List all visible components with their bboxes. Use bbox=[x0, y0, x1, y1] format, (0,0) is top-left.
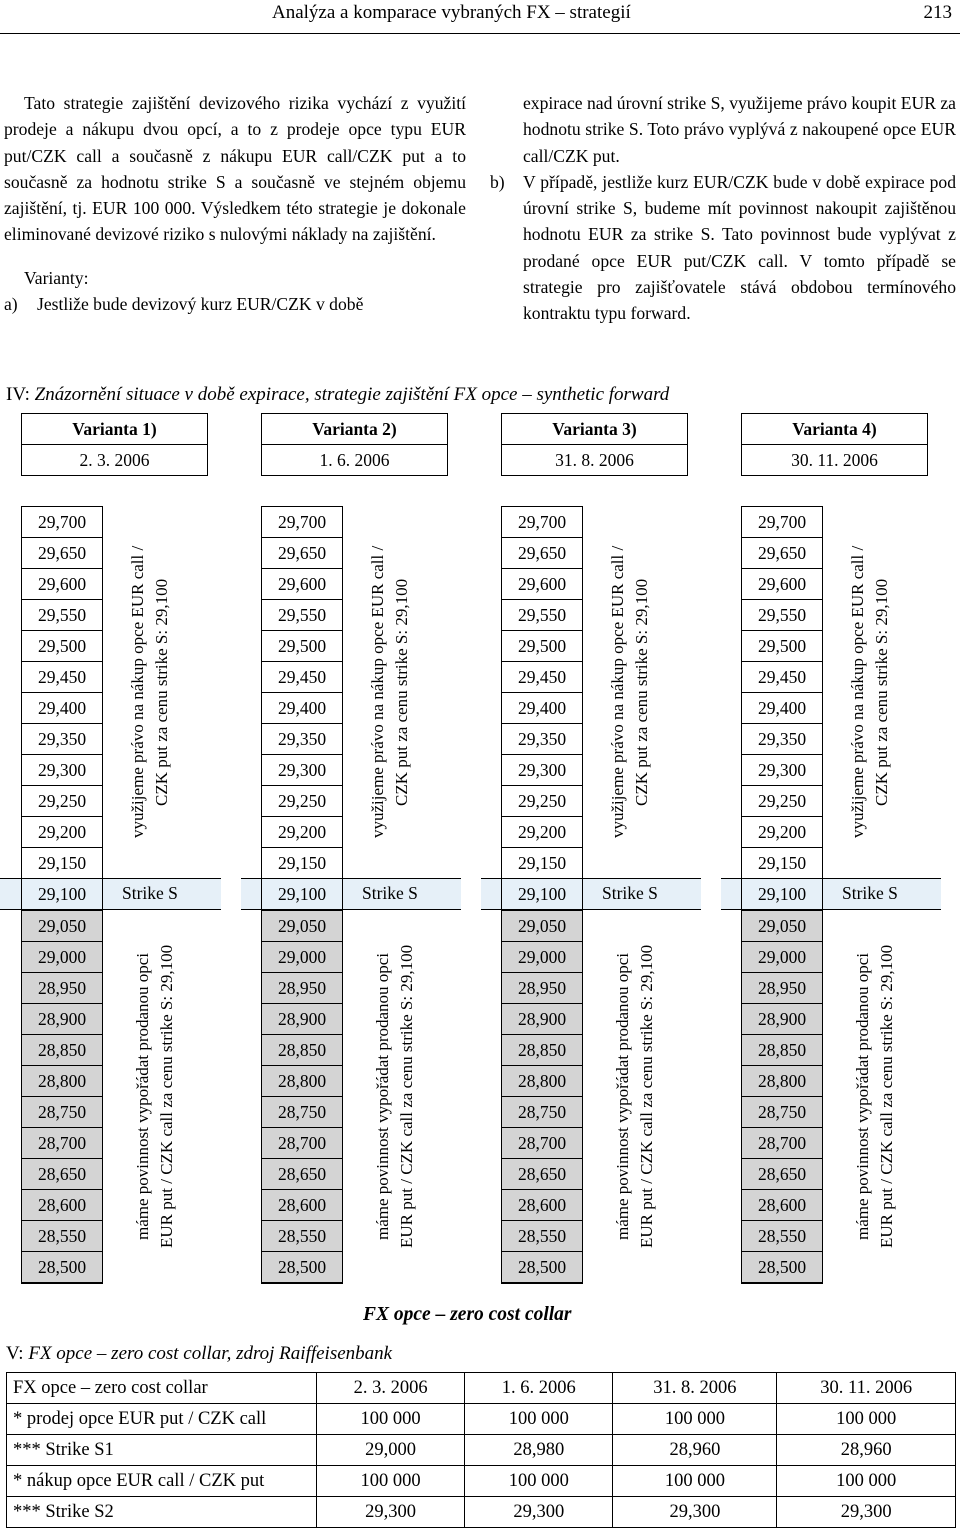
upper-rates-1 bbox=[21, 506, 103, 880]
rate-cell: 29,450 bbox=[22, 662, 102, 693]
rate-cell: 29,250 bbox=[262, 786, 342, 817]
table-cell: 100 000 bbox=[465, 1404, 613, 1435]
rate-cell: 29,050 bbox=[262, 911, 342, 942]
rate-cell: 29,500 bbox=[22, 631, 102, 662]
table-v-caption bbox=[6, 1343, 392, 1365]
table-cell: *** Strike S2 bbox=[7, 1497, 317, 1528]
right-text-column bbox=[490, 90, 956, 327]
rate-cell: 29,700 bbox=[262, 507, 342, 538]
rate-cell: 29,500 bbox=[502, 631, 582, 662]
rate-cell: 29,300 bbox=[262, 755, 342, 786]
table-cell: 100 000 bbox=[317, 1404, 465, 1435]
strike-rate-3 bbox=[501, 878, 583, 911]
rate-cell: 29,000 bbox=[502, 942, 582, 973]
page-number: 213 bbox=[923, 2, 952, 23]
lower-explanation-line2: EUR put / CZK call za cenu strike S: 29,100 bbox=[157, 944, 176, 1248]
rate-cell: 28,500 bbox=[742, 1252, 822, 1283]
rate-cell: 29,600 bbox=[742, 569, 822, 600]
strike-label: Strike S bbox=[842, 883, 898, 903]
upper-explanation-line1: využijeme právo na nákup opce EUR call / bbox=[368, 545, 387, 839]
rate-cell: 28,800 bbox=[502, 1066, 582, 1097]
rate-cell: 29,700 bbox=[742, 507, 822, 538]
rate-cell: 29,600 bbox=[502, 569, 582, 600]
rate-cell: 28,750 bbox=[502, 1097, 582, 1128]
variant-1-date: 2. 3. 2006 bbox=[79, 450, 150, 470]
rate-cell: 29,450 bbox=[502, 662, 582, 693]
rate-cell: 29,250 bbox=[22, 786, 102, 817]
item-a-text: Jestliže bude devizový kurz EUR/CZK v době bbox=[37, 294, 364, 315]
rate-cell: 28,700 bbox=[502, 1128, 582, 1159]
rate-cell: 28,600 bbox=[742, 1190, 822, 1221]
rate-cell: 28,950 bbox=[742, 973, 822, 1004]
rate-cell: 28,600 bbox=[502, 1190, 582, 1221]
rate-cell: 29,450 bbox=[742, 662, 822, 693]
table-v-caption-text: FX opce – zero cost collar, zdroj Raiffeisenbank bbox=[28, 1343, 393, 1364]
rate-cell: 28,550 bbox=[742, 1221, 822, 1252]
page-header bbox=[0, 0, 960, 30]
header-rule bbox=[0, 33, 960, 34]
rate-cell: 28,650 bbox=[502, 1159, 582, 1190]
rate-cell: 29,400 bbox=[262, 693, 342, 724]
table-cell: * prodej opce EUR put / CZK call bbox=[7, 1404, 317, 1435]
table-cell: 29,300 bbox=[465, 1497, 613, 1528]
upper-explanation-line2: CZK put za cenu strike S: 29,100 bbox=[392, 578, 411, 806]
rate-cell: 28,700 bbox=[22, 1128, 102, 1159]
lower-rates-4 bbox=[741, 910, 823, 1284]
rate-cell: 29,650 bbox=[22, 538, 102, 569]
rate-cell: 29,500 bbox=[262, 631, 342, 662]
rate-cell: 29,600 bbox=[262, 569, 342, 600]
table-header-cell: 1. 6. 2006 bbox=[465, 1373, 613, 1404]
lower-explanation-line1: máme povinnost vypořádat prodanou opci bbox=[133, 952, 152, 1240]
rate-cell: 28,950 bbox=[502, 973, 582, 1004]
table-cell: 29,300 bbox=[317, 1497, 465, 1528]
lower-rates-1 bbox=[21, 910, 103, 1284]
variant-1-name: Varianta 1) bbox=[22, 414, 207, 445]
rate-cell: 29,400 bbox=[742, 693, 822, 724]
strike-label: Strike S bbox=[122, 883, 178, 903]
rate-cell: 29,000 bbox=[262, 942, 342, 973]
rate-cell: 28,500 bbox=[262, 1252, 342, 1283]
rate-cell: 28,650 bbox=[262, 1159, 342, 1190]
rate-cell: 29,550 bbox=[262, 600, 342, 631]
rate-cell: 28,950 bbox=[262, 973, 342, 1004]
table-row bbox=[7, 1435, 956, 1466]
table-header-cell: 31. 8. 2006 bbox=[613, 1373, 777, 1404]
rate-cell: 28,750 bbox=[22, 1097, 102, 1128]
rate-cell: 28,600 bbox=[22, 1190, 102, 1221]
lower-rates-2 bbox=[261, 910, 343, 1284]
table-cell: 100 000 bbox=[465, 1466, 613, 1497]
strike-rate-4 bbox=[741, 878, 823, 911]
variant-1-header bbox=[21, 413, 208, 476]
upper-explanation-line2: CZK put za cenu strike S: 29,100 bbox=[632, 578, 651, 806]
rate-cell: 29,700 bbox=[502, 507, 582, 538]
rate-cell: 28,850 bbox=[502, 1035, 582, 1066]
upper-explanation-line2: CZK put za cenu strike S: 29,100 bbox=[152, 578, 171, 806]
lower-explanation-line1: máme povinnost vypořádat prodanou opci bbox=[373, 952, 392, 1240]
rate-cell: 29,400 bbox=[22, 693, 102, 724]
table-cell: *** Strike S1 bbox=[7, 1435, 317, 1466]
rate-cell: 29,200 bbox=[502, 817, 582, 848]
table-header-cell: FX opce – zero cost collar bbox=[7, 1373, 317, 1404]
table-cell: 28,960 bbox=[777, 1435, 956, 1466]
upper-explanation-3 bbox=[606, 510, 654, 874]
table-cell: 29,000 bbox=[317, 1435, 465, 1466]
figure-iv-caption bbox=[6, 384, 669, 406]
table-cell: * nákup opce EUR call / CZK put bbox=[7, 1466, 317, 1497]
rate-cell: 28,900 bbox=[262, 1004, 342, 1035]
rate-cell: 29,650 bbox=[262, 538, 342, 569]
rate-cell: 28,600 bbox=[262, 1190, 342, 1221]
strike-rate-cell: 29,100 bbox=[22, 879, 102, 910]
rate-cell: 29,400 bbox=[502, 693, 582, 724]
rate-cell: 28,850 bbox=[742, 1035, 822, 1066]
rate-cell: 28,550 bbox=[22, 1221, 102, 1252]
table-cell: 100 000 bbox=[613, 1404, 777, 1435]
rate-cell: 29,200 bbox=[262, 817, 342, 848]
upper-explanation-line1: využijeme právo na nákup opce EUR call / bbox=[128, 545, 147, 839]
upper-rates-3 bbox=[501, 506, 583, 880]
rate-cell: 28,700 bbox=[742, 1128, 822, 1159]
item-b bbox=[490, 169, 956, 327]
item-a-continuation-text: expirace nad úrovní strike S, využijeme právo koupit EUR za hodnotu strike S. Toto právo vyplývá z nakoupené opce EUR call/CZK put. bbox=[523, 93, 956, 166]
varianty-label: Varianty: bbox=[24, 267, 89, 288]
rate-cell: 29,000 bbox=[22, 942, 102, 973]
rate-cell: 29,300 bbox=[22, 755, 102, 786]
rate-cell: 28,750 bbox=[262, 1097, 342, 1128]
rate-cell: 28,550 bbox=[502, 1221, 582, 1252]
variant-3-date: 31. 8. 2006 bbox=[555, 450, 634, 470]
table-header-cell: 2. 3. 2006 bbox=[317, 1373, 465, 1404]
table-header-row bbox=[7, 1373, 956, 1404]
rate-cell: 28,550 bbox=[262, 1221, 342, 1252]
lower-explanation-4 bbox=[851, 918, 899, 1274]
rate-cell: 28,900 bbox=[742, 1004, 822, 1035]
strike-rate-2 bbox=[261, 878, 343, 911]
item-b-text: V případě, jestliže kurz EUR/CZK bude v době expirace pod úrovní strike S, budeme mít povinnost nakoupit zajištěnou hodnotu EUR za strike S. Tato povinnost bude vyplývat z prodané opce EUR put/CZK call. V tomto případě se strategie pro zajišťovatele stává obdobou termínového kontraktu typu forward. bbox=[523, 171, 956, 324]
lower-explanation-3 bbox=[611, 918, 659, 1274]
rate-cell: 28,750 bbox=[742, 1097, 822, 1128]
zero-cost-collar-table bbox=[6, 1372, 956, 1528]
lower-explanation-1 bbox=[131, 918, 179, 1274]
rate-cell: 28,500 bbox=[502, 1252, 582, 1283]
rate-cell: 29,300 bbox=[742, 755, 822, 786]
lower-explanation-line2: EUR put / CZK call za cenu strike S: 29,100 bbox=[637, 944, 656, 1248]
figure-title: FX opce – zero cost collar bbox=[363, 1304, 572, 1325]
rate-cell: 29,650 bbox=[502, 538, 582, 569]
item-a bbox=[4, 291, 466, 317]
table-row bbox=[7, 1404, 956, 1435]
upper-rates-2 bbox=[261, 506, 343, 880]
rate-cell: 29,000 bbox=[742, 942, 822, 973]
upper-explanation-line2: CZK put za cenu strike S: 29,100 bbox=[872, 578, 891, 806]
rate-cell: 29,050 bbox=[22, 911, 102, 942]
strike-rate-cell: 29,100 bbox=[742, 879, 822, 910]
variant-4-header bbox=[741, 413, 928, 476]
rate-cell: 29,550 bbox=[742, 600, 822, 631]
strike-label: Strike S bbox=[362, 883, 418, 903]
rate-cell: 29,550 bbox=[22, 600, 102, 631]
lower-explanation-line2: EUR put / CZK call za cenu strike S: 29,100 bbox=[877, 944, 896, 1248]
lower-rates-3 bbox=[501, 910, 583, 1284]
figure-iv-caption-text: Znázornění situace v době expirace, strategie zajištění FX opce – synthetic forward bbox=[34, 384, 670, 405]
rate-cell: 28,500 bbox=[22, 1252, 102, 1283]
strike-rate-cell: 29,100 bbox=[502, 879, 582, 910]
table-cell: 100 000 bbox=[317, 1466, 465, 1497]
rate-cell: 28,950 bbox=[22, 973, 102, 1004]
table-row bbox=[7, 1497, 956, 1528]
variant-4-name: Varianta 4) bbox=[742, 414, 927, 445]
rate-cell: 29,150 bbox=[22, 848, 102, 879]
table-header-cell: 30. 11. 2006 bbox=[777, 1373, 956, 1404]
variant-2-date: 1. 6. 2006 bbox=[319, 450, 390, 470]
table-cell: 100 000 bbox=[613, 1466, 777, 1497]
rate-cell: 29,650 bbox=[742, 538, 822, 569]
rate-cell: 29,350 bbox=[502, 724, 582, 755]
rate-cell: 29,050 bbox=[742, 911, 822, 942]
figure-iv-caption-prefix: IV: bbox=[6, 384, 30, 405]
upper-explanation-1 bbox=[126, 510, 174, 874]
strike-label: Strike S bbox=[602, 883, 658, 903]
rate-cell: 29,150 bbox=[502, 848, 582, 879]
rate-cell: 29,350 bbox=[262, 724, 342, 755]
rate-cell: 28,650 bbox=[742, 1159, 822, 1190]
rate-cell: 28,700 bbox=[262, 1128, 342, 1159]
variant-3-header bbox=[501, 413, 688, 476]
intro-paragraph: Tato strategie zajištění devizového rizika vychází z využití prodeje a nákupu dvou opcí, a to z prodeje opce typu EUR put/CZK call a současně z nákupu EUR call/CZK put a to současně za hodnotu strike S a současně ve stejném objemu zajištění, tj. EUR 100 000. Výsledkem této strategie je dokonale eliminované devizové riziko s nulovými náklady na zajištění. bbox=[4, 93, 466, 245]
variant-3-name: Varianta 3) bbox=[502, 414, 687, 445]
variant-2-name: Varianta 2) bbox=[262, 414, 447, 445]
rate-cell: 29,600 bbox=[22, 569, 102, 600]
lower-explanation-line2: EUR put / CZK call za cenu strike S: 29,100 bbox=[397, 944, 416, 1248]
strike-rate-1 bbox=[21, 878, 103, 911]
table-cell: 29,300 bbox=[777, 1497, 956, 1528]
rate-cell: 29,500 bbox=[742, 631, 822, 662]
strike-rate-cell: 29,100 bbox=[262, 879, 342, 910]
rate-cell: 29,300 bbox=[502, 755, 582, 786]
upper-rates-4 bbox=[741, 506, 823, 880]
variant-2-header bbox=[261, 413, 448, 476]
rate-cell: 28,850 bbox=[262, 1035, 342, 1066]
rate-cell: 29,450 bbox=[262, 662, 342, 693]
item-b-label: b) bbox=[490, 171, 505, 192]
table-row bbox=[7, 1466, 956, 1497]
rate-cell: 29,150 bbox=[742, 848, 822, 879]
rate-cell: 28,800 bbox=[22, 1066, 102, 1097]
item-a-label: a) bbox=[4, 294, 18, 315]
rate-cell: 29,250 bbox=[502, 786, 582, 817]
rate-cell: 28,650 bbox=[22, 1159, 102, 1190]
rate-cell: 29,200 bbox=[22, 817, 102, 848]
rate-cell: 29,050 bbox=[502, 911, 582, 942]
left-text-column bbox=[4, 90, 466, 317]
upper-explanation-2 bbox=[366, 510, 414, 874]
table-cell: 100 000 bbox=[777, 1404, 956, 1435]
table-v-caption-prefix: V: bbox=[6, 1343, 24, 1364]
table-cell: 28,960 bbox=[613, 1435, 777, 1466]
rate-cell: 29,550 bbox=[502, 600, 582, 631]
rate-cell: 29,250 bbox=[742, 786, 822, 817]
rate-cell: 29,350 bbox=[742, 724, 822, 755]
upper-explanation-line1: využijeme právo na nákup opce EUR call / bbox=[848, 545, 867, 839]
item-a-continuation bbox=[490, 90, 956, 169]
rate-cell: 29,200 bbox=[742, 817, 822, 848]
rate-cell: 29,700 bbox=[22, 507, 102, 538]
table-cell: 29,300 bbox=[613, 1497, 777, 1528]
lower-explanation-line1: máme povinnost vypořádat prodanou opci bbox=[613, 952, 632, 1240]
lower-explanation-line1: máme povinnost vypořádat prodanou opci bbox=[853, 952, 872, 1240]
rate-cell: 28,800 bbox=[262, 1066, 342, 1097]
rate-cell: 29,350 bbox=[22, 724, 102, 755]
upper-explanation-line1: využijeme právo na nákup opce EUR call / bbox=[608, 545, 627, 839]
upper-explanation-4 bbox=[846, 510, 894, 874]
rate-cell: 28,900 bbox=[22, 1004, 102, 1035]
running-title: Analýza a komparace vybraných FX – strategií bbox=[272, 2, 631, 23]
table-cell: 100 000 bbox=[777, 1466, 956, 1497]
rate-cell: 28,800 bbox=[742, 1066, 822, 1097]
variant-4-date: 30. 11. 2006 bbox=[791, 450, 878, 470]
rate-cell: 28,850 bbox=[22, 1035, 102, 1066]
rate-cell: 28,900 bbox=[502, 1004, 582, 1035]
table-cell: 28,980 bbox=[465, 1435, 613, 1466]
lower-explanation-2 bbox=[371, 918, 419, 1274]
rate-cell: 29,150 bbox=[262, 848, 342, 879]
